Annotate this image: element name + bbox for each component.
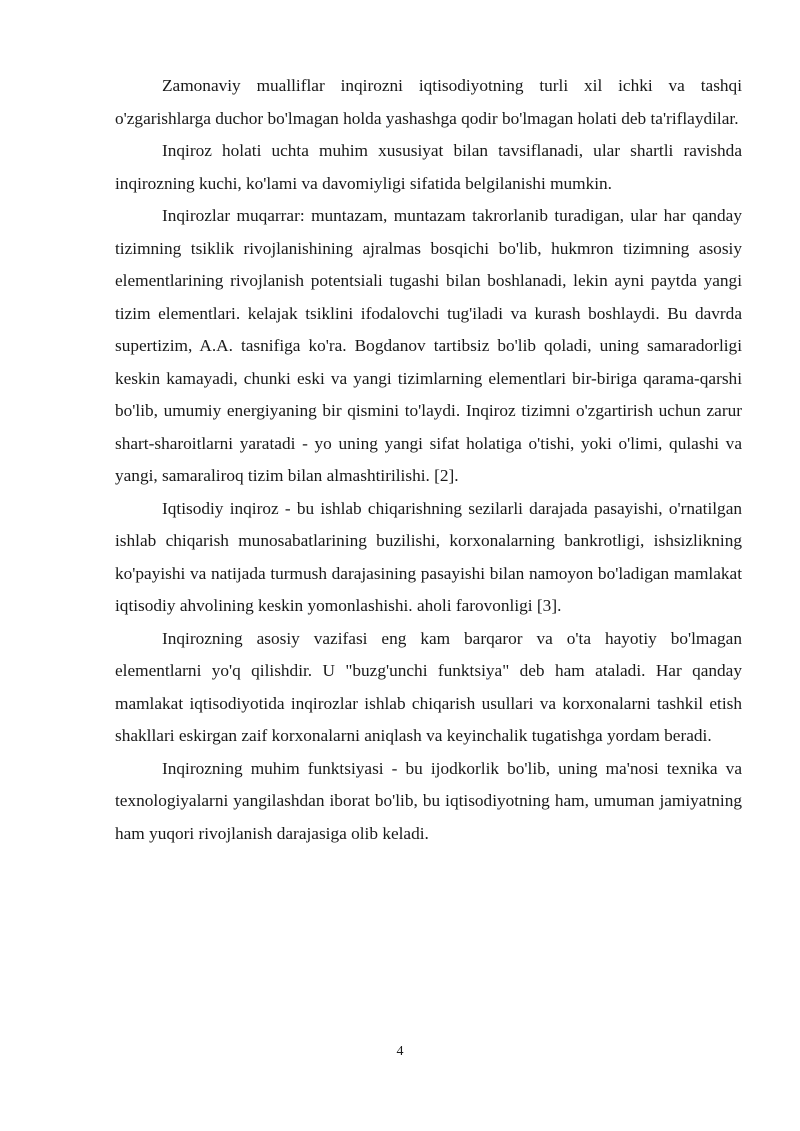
paragraph: Inqirozlar muqarrar: muntazam, muntazam takrorlanib turadigan, ular har qanday tizimning tsiklik rivojlanishining ajralmas bosqichi bo'lib, hukmron tizimning asosiy elementlarining rivojlanish potentsiali tugashi bilan boshlanadi, lekin ayni paytda yangi tizim elementlari. kelajak tsiklini ifodalovchi tug'iladi va kurash boshlaydi. Bu davrda supertizim, A.A. tasnifiga ko'ra. Bogdanov tartibsiz bo'lib qoladi, uning samaradorligi keskin kamayadi, chunki eski va yangi tizimlarning elementlari bir-biriga qarama-qarshi bo'lib, umumiy energiyaning bir qismini to'laydi. Inqiroz tizimni o'zgartirish uchun zarur shart-sharoitlarni yaratadi - yo uning yangi sifat holatiga o'tishi, yoki o'limi, qulashi va yangi, samaraliroq tizim bilan almashtirilishi. [2].	[115, 206, 742, 485]
paragraph: Inqirozning asosiy vazifasi eng kam barqaror va o'ta hayotiy bo'lmagan elementlarni yo'q qilishdir. U "buzg'unchi funktsiya" deb ham ataladi. Har qanday mamlakat iqtisodiyotida inqirozlar ishlab chiqarish usullari va korxonalarni tashkil etish shakllari eskirgan zaif korxonalarni aniqlash va keyinchalik tugatishga yordam beradi.	[115, 628, 742, 745]
paragraph: Inqiroz holati uchta muhim xususiyat bilan tavsiflanadi, ular shartli ravishda inqirozning kuchi, ko'lami va davomiyligi sifatida belgilanishi mumkin.	[115, 141, 742, 193]
paragraph: Inqirozning muhim funktsiyasi - bu ijodkorlik bo'lib, uning ma'nosi texnika va texnologiyalarni yangilashdan iborat bo'lib, bu iqtisodiyotning ham, umuman jamiyatning ham yuqori rivojlanish darajasiga olib keladi.	[115, 758, 742, 843]
paragraph: Zamonaviy mualliflar inqirozni iqtisodiyotning turli xil ichki va tashqi o'zgarishlarga duchor bo'lmagan holda yashashga qodir bo'lmagan holati deb ta'riflaydilar.	[115, 76, 742, 128]
document-body	[115, 70, 742, 850]
paragraph: Iqtisodiy inqiroz - bu ishlab chiqarishning sezilarli darajada pasayishi, o'rnatilgan ishlab chiqarish munosabatlarining buzilishi, korxonalarning bankrotligi, ishsizlikning ko'payishi va natijada turmush darajasining pasayishi bilan namoyon bo'ladigan mamlakat iqtisodiy ahvolining keskin yomonlashishi. aholi farovonligi [3].	[115, 498, 742, 615]
page-number: 4	[396, 1044, 404, 1059]
